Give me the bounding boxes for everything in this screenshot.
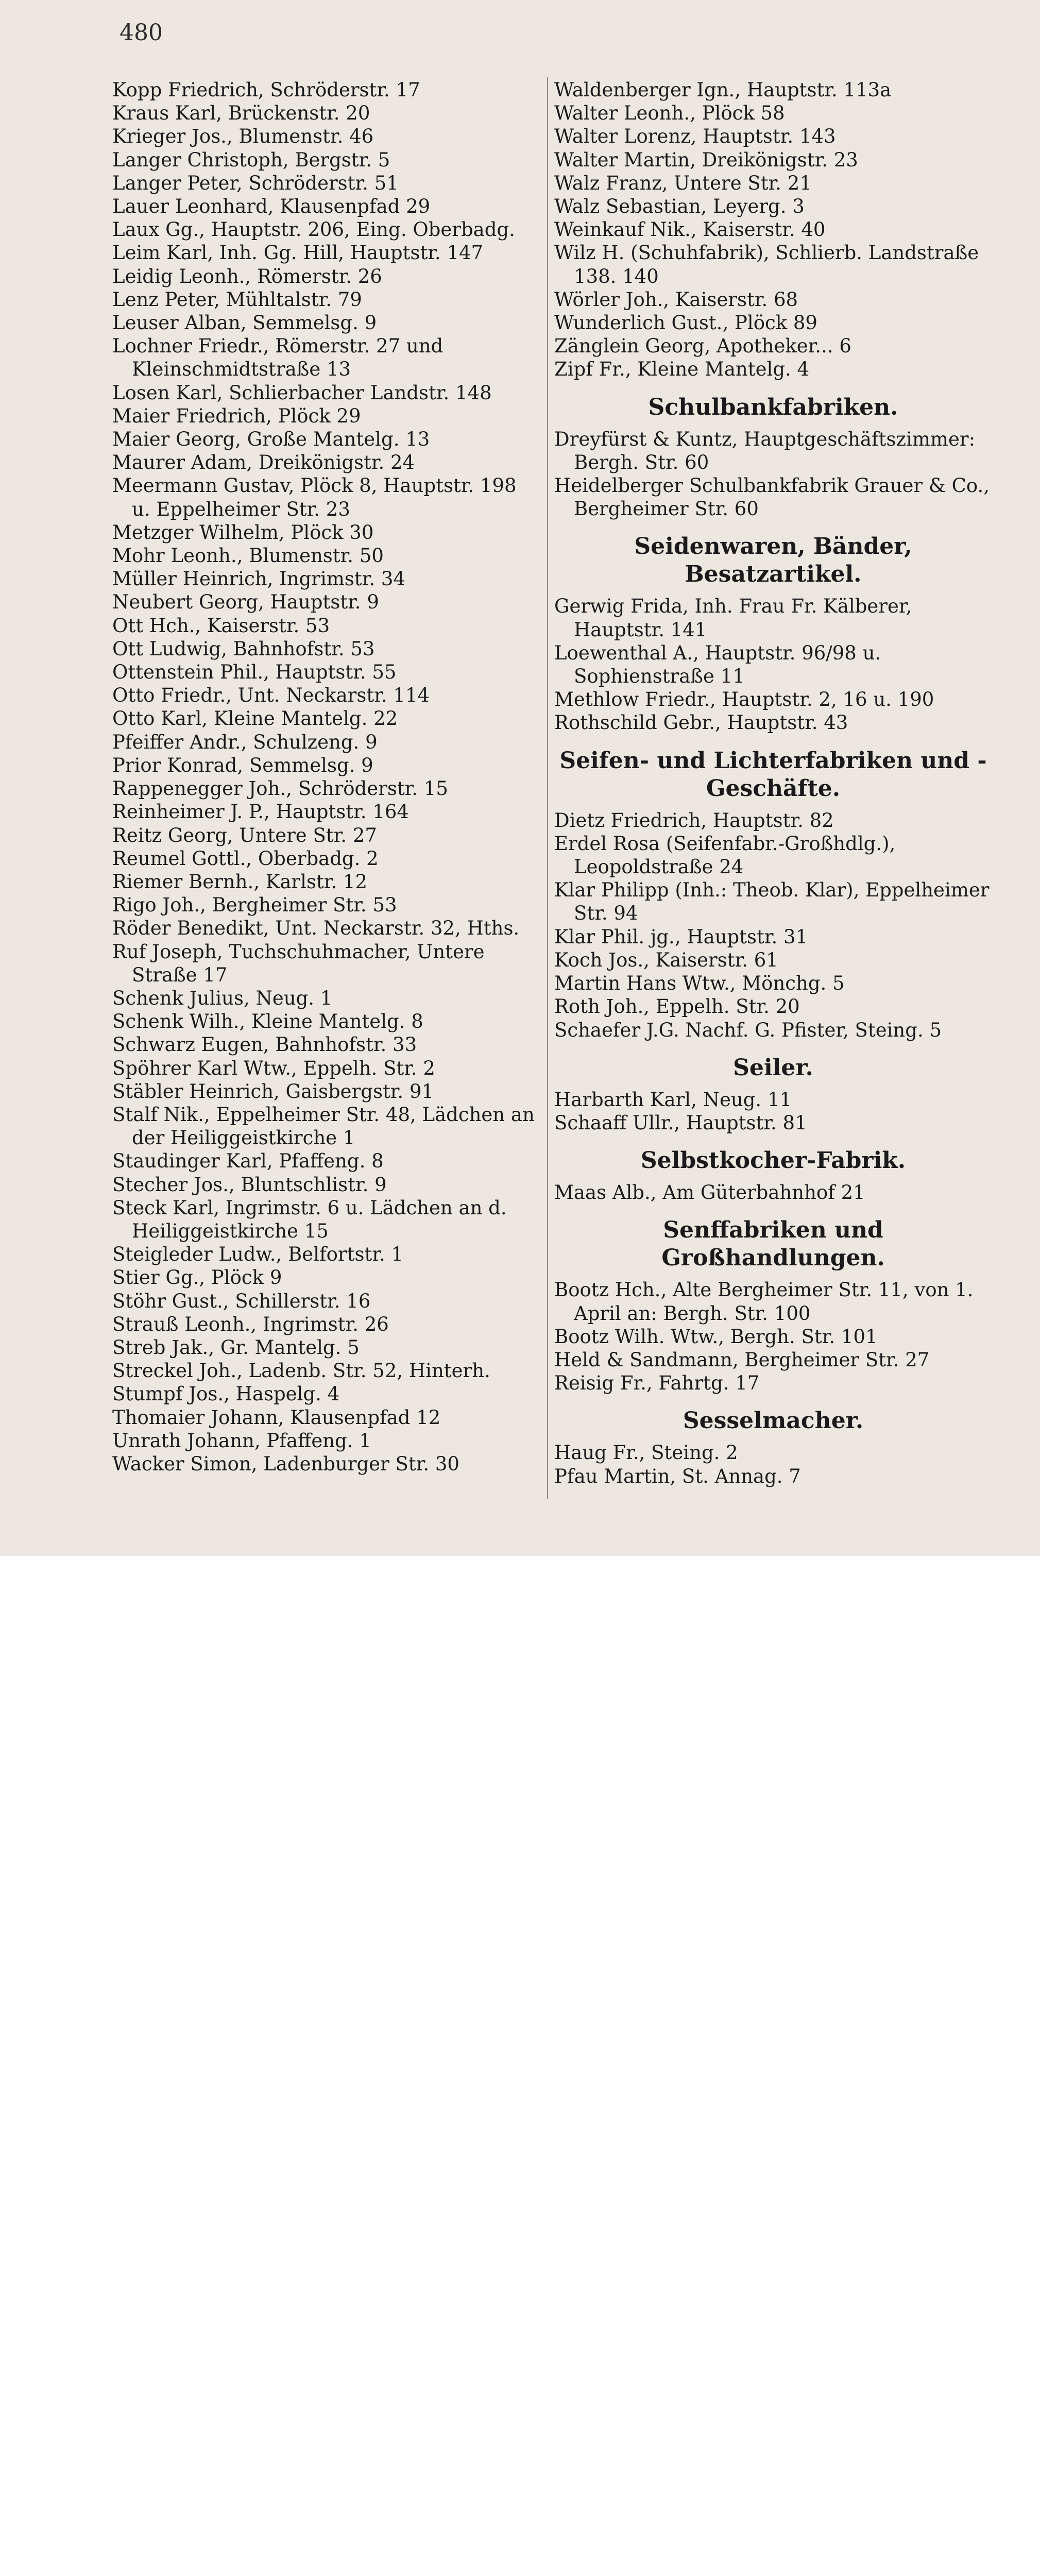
directory-entry: Lenz Peter, Mühltalstr. 79 — [112, 288, 362, 311]
directory-entry: Metzger Wilhelm, Plöck 30 — [112, 521, 374, 544]
directory-entry: Bootz Wilh. Wtw., Bergh. Str. 101 — [554, 1325, 878, 1348]
directory-entry: Schaefer J.G. Nachf. G. Pfister, Steing. 5 — [554, 1019, 942, 1041]
directory-entry: Langer Peter, Schröderstr. 51 — [112, 172, 399, 194]
directory-entry: Reitz Georg, Untere Str. 27 — [112, 824, 377, 846]
directory-entry: Walter Martin, Dreikönigstr. 23 — [554, 148, 858, 171]
directory-entry: Pfau Martin, St. Annag. 7 — [554, 1465, 801, 1487]
directory-entry: Maas Alb., Am Güterbahnhof 21 — [554, 1181, 865, 1204]
directory-entry: Wunderlich Gust., Plöck 89 — [554, 312, 817, 334]
directory-entry: Stier Gg., Plöck 9 — [112, 1266, 282, 1289]
directory-entry: Ott Ludwig, Bahnhofstr. 53 — [112, 637, 375, 660]
directory-entry: Röder Benedikt, Unt. Neckarstr. 32, Hths. — [112, 917, 520, 940]
directory-entry: Stecher Jos., Bluntschlistr. 9 — [112, 1173, 387, 1196]
directory-entry: Zipf Fr., Kleine Mantelg. 4 — [554, 358, 810, 381]
directory-entry: Klar Philipp (Inh.: Theob. Klar), Eppelheimer Str. 94 — [554, 879, 990, 925]
directory-entry: Steigleder Ludw., Belfortstr. 1 — [112, 1243, 404, 1266]
directory-entry: Otto Karl, Kleine Mantelg. 22 — [112, 707, 398, 730]
directory-entry: Wilz H. (Schuhfabrik), Schlierb. Landstraße 138. 140 — [554, 242, 979, 287]
directory-entry: Unrath Johann, Pfaffeng. 1 — [112, 1429, 371, 1452]
directory-entry: Schaaff Ullr., Hauptstr. 81 — [554, 1111, 807, 1134]
directory-entry: Martin Hans Wtw., Mönchg. 5 — [554, 972, 845, 995]
right-column — [554, 78, 992, 1488]
directory-entry: Lauer Leonhard, Klausenpfad 29 — [112, 195, 431, 218]
directory-entry: Laux Gg., Hauptstr. 206, Eing. Oberbadg. — [112, 218, 515, 241]
directory-entry: Erdel Rosa (Seifenfabr.-Großhdlg.), Leopoldstraße 24 — [554, 832, 896, 878]
directory-entry: Ott Hch., Kaiserstr. 53 — [112, 614, 330, 637]
directory-entry: Strauß Leonh., Ingrimstr. 26 — [112, 1313, 389, 1335]
directory-entry: Stäbler Heinrich, Gaisbergstr. 91 — [112, 1080, 434, 1103]
directory-entry: Koch Jos., Kaiserstr. 61 — [554, 948, 778, 971]
directory-entry: Maier Georg, Große Mantelg. 13 — [112, 428, 430, 451]
directory-entry: Ottenstein Phil., Hauptstr. 55 — [112, 661, 397, 684]
directory-entry: Schwarz Eugen, Bahnhofstr. 33 — [112, 1033, 417, 1056]
directory-entry: Wacker Simon, Ladenburger Str. 30 — [112, 1452, 459, 1475]
section-heading: Seidenwaren, Bänder, Besatzartikel. — [634, 533, 912, 588]
directory-entry: Rappenegger Joh., Schröderstr. 15 — [112, 777, 448, 800]
page-number: 480 — [120, 20, 163, 46]
directory-entry: Kraus Karl, Brückenstr. 20 — [112, 102, 370, 125]
directory-entry: Prior Konrad, Semmelsg. 9 — [112, 754, 373, 776]
directory-entry: Spöhrer Karl Wtw., Eppelh. Str. 2 — [112, 1057, 435, 1079]
directory-entry: Pfeiffer Andr., Schulzeng. 9 — [112, 731, 378, 753]
directory-entry: Stumpf Jos., Haspelg. 4 — [112, 1383, 340, 1405]
directory-entry: Ruf Joseph, Tuchschuhmacher, Untere Straße 17 — [112, 940, 485, 986]
directory-entry: Kopp Friedrich, Schröderstr. 17 — [112, 79, 420, 101]
directory-entry: Langer Christoph, Bergstr. 5 — [112, 148, 390, 171]
directory-entry: Klar Phil. jg., Hauptstr. 31 — [554, 925, 808, 948]
left-column — [112, 78, 540, 1476]
directory-entry: Maier Friedrich, Plöck 29 — [112, 404, 361, 427]
directory-entry: Stalf Nik., Eppelheimer Str. 48, Lädchen an der Heiliggeistkirche 1 — [112, 1103, 535, 1149]
directory-entry: Steck Karl, Ingrimstr. 6 u. Lädchen an d. Heiliggeistkirche 15 — [112, 1196, 507, 1242]
directory-entry: Heidelberger Schulbankfabrik Grauer & Co., Bergheimer Str. 60 — [554, 474, 990, 520]
directory-entry: Weinkauf Nik., Kaiserstr. 40 — [554, 218, 826, 241]
directory-entry: Staudinger Karl, Pfaffeng. 8 — [112, 1150, 384, 1173]
directory-entry: Walz Sebastian, Leyerg. 3 — [554, 195, 805, 218]
directory-entry: Krieger Jos., Blumenstr. 46 — [112, 125, 374, 148]
footer — [0, 1556, 1040, 1675]
directory-entry: Haug Fr., Steing. 2 — [554, 1442, 738, 1464]
directory-entry: Leuser Alban, Semmelsg. 9 — [112, 312, 377, 334]
section-heading: Selbstkocher-Fabrik. — [640, 1147, 906, 1174]
directory-entry: Waldenberger Ign., Hauptstr. 113a — [554, 79, 892, 101]
directory-entry: Walter Lorenz, Hauptstr. 143 — [554, 125, 836, 148]
column-divider — [547, 77, 548, 1499]
directory-entry: Rigo Joh., Bergheimer Str. 53 — [112, 894, 397, 917]
directory-entry: Gerwig Frida, Inh. Frau Fr. Kälberer, Hauptstr. 141 — [554, 595, 912, 641]
directory-entry: Leim Karl, Inh. Gg. Hill, Hauptstr. 147 — [112, 242, 484, 264]
directory-entry: Rothschild Gebr., Hauptstr. 43 — [554, 711, 848, 734]
directory-entry: Thomaier Johann, Klausenpfad 12 — [112, 1406, 441, 1429]
directory-entry: Maurer Adam, Dreikönigstr. 24 — [112, 451, 415, 474]
directory-entry: Roth Joh., Eppelh. Str. 20 — [554, 995, 800, 1018]
section-heading: Senffabriken und Großhandlungen. — [661, 1217, 885, 1272]
directory-entry: Otto Friedr., Unt. Neckarstr. 114 — [112, 684, 430, 707]
directory-entry: Stöhr Gust., Schillerstr. 16 — [112, 1290, 371, 1312]
directory-entry: Walter Leonh., Plöck 58 — [554, 102, 785, 125]
directory-entry: Streb Jak., Gr. Mantelg. 5 — [112, 1336, 360, 1359]
section-heading: Schulbankfabriken. — [648, 394, 898, 420]
section-heading: Sesselmacher. — [683, 1408, 864, 1434]
directory-entry: Streckel Joh., Ladenb. Str. 52, Hinterh. — [112, 1360, 490, 1382]
section-heading: Seiler. — [733, 1054, 813, 1081]
section-heading: Seifen- und Lichterfabriken und -Geschäfte. — [559, 747, 987, 802]
directory-entry: Zänglein Georg, Apotheker... 6 — [554, 335, 851, 358]
directory-entry: Neubert Georg, Hauptstr. 9 — [112, 591, 379, 614]
directory-entry: Schenk Julius, Neug. 1 — [112, 987, 333, 1009]
directory-entry: Reinheimer J. P., Hauptstr. 164 — [112, 801, 409, 823]
directory-entry: Riemer Bernh., Karlstr. 12 — [112, 870, 368, 893]
directory-entry: Methlow Friedr., Hauptstr. 2, 16 u. 190 — [554, 688, 934, 711]
directory-entry: Reisig Fr., Fahrtg. 17 — [554, 1372, 760, 1395]
directory-entry: Held & Sandmann, Bergheimer Str. 27 — [554, 1348, 930, 1371]
directory-entry: Lochner Friedr., Römerstr. 27 und Kleinschmidtstraße 13 — [112, 335, 444, 381]
directory-entry: Loewenthal A., Hauptstr. 96/98 u. Sophienstraße 11 — [554, 641, 881, 688]
directory-entry: Harbarth Karl, Neug. 11 — [554, 1088, 792, 1111]
directory-entry: Dietz Friedrich, Hauptstr. 82 — [554, 809, 834, 832]
directory-entry: Walz Franz, Untere Str. 21 — [554, 172, 812, 194]
directory-entry: Dreyfürst & Kuntz, Hauptgeschäftszimmer: Bergh. Str. 60 — [554, 428, 976, 473]
directory-entry: Leidig Leonh., Römerstr. 26 — [112, 265, 382, 287]
directory-entry: Wörler Joh., Kaiserstr. 68 — [554, 288, 798, 311]
directory-entry: Losen Karl, Schlierbacher Landstr. 148 — [112, 381, 492, 404]
directory-entry: Bootz Hch., Alte Bergheimer Str. 11, von 1. April an: Bergh. Str. 100 — [554, 1279, 974, 1325]
directory-entry: Mohr Leonh., Blumenstr. 50 — [112, 545, 384, 567]
directory-entry: Reumel Gottl., Oberbadg. 2 — [112, 847, 379, 870]
directory-entry: Schenk Wilh., Kleine Mantelg. 8 — [112, 1010, 423, 1033]
directory-entry: Meermann Gustav, Plöck 8, Hauptstr. 198 u. Eppelheimer Str. 23 — [112, 474, 517, 520]
directory-entry: Müller Heinrich, Ingrimstr. 34 — [112, 568, 405, 590]
